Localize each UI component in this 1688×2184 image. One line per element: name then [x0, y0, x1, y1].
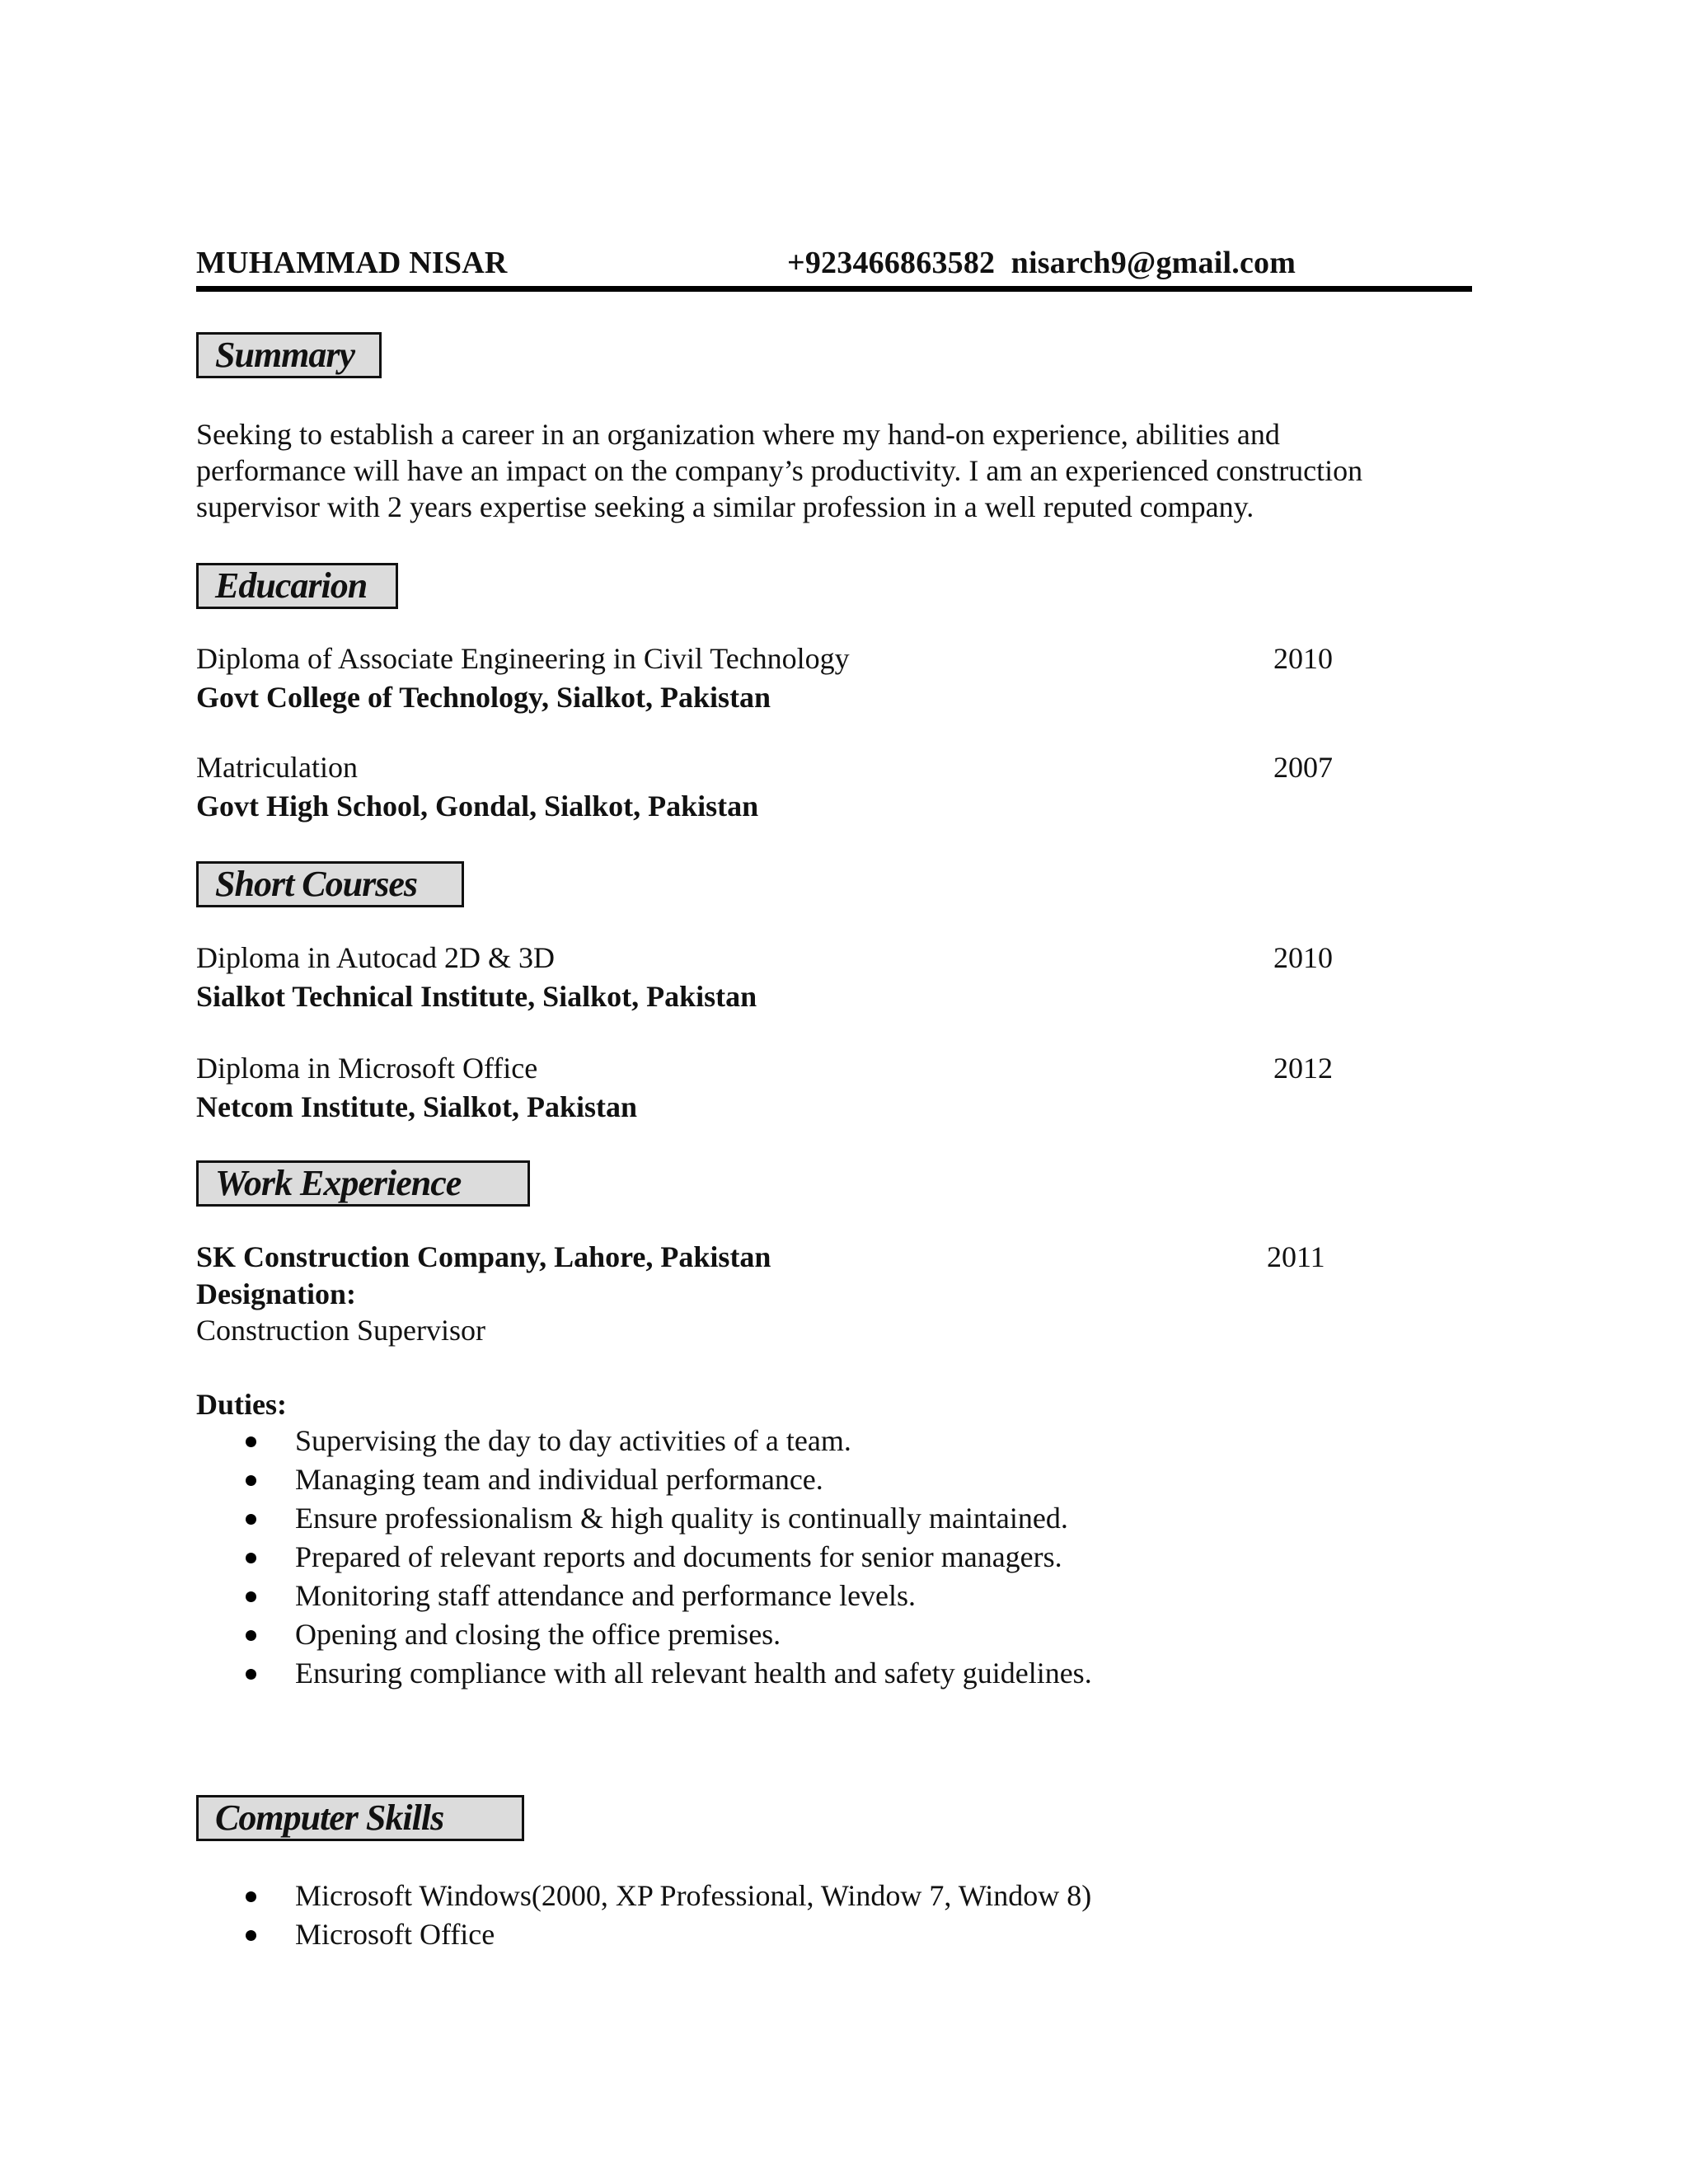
email-address: nisarch9@gmail.com	[1010, 246, 1296, 280]
bullet-icon	[246, 1930, 256, 1941]
section-heading-work-experience	[196, 1160, 530, 1207]
skills-list	[196, 1877, 1091, 1954]
course-year: 2010	[1273, 941, 1333, 974]
section-heading-computer-skills	[196, 1795, 524, 1841]
list-item: Ensure professionalism & high quality is continually maintained.	[196, 1499, 1092, 1538]
course-institute: Netcom Institute, Sialkot, Pakistan	[196, 1090, 638, 1123]
duties-label: Duties:	[196, 1388, 287, 1421]
summary-line: supervisor with 2 years expertise seeking a similar profession in a well reputed company.	[196, 490, 1254, 523]
summary-line: Seeking to establish a career in an organization where my hand-on experience, abilities and	[196, 418, 1280, 451]
course-institute: Sialkot Technical Institute, Sialkot, Pakistan	[196, 980, 757, 1013]
duties-list	[196, 1422, 1092, 1693]
education-year: 2007	[1273, 751, 1333, 784]
list-item: Microsoft Windows(2000, XP Professional, Window 7, Window 8)	[196, 1877, 1091, 1915]
section-title: Summary	[215, 335, 355, 375]
education-degree: Diploma of Associate Engineering in Civil Technology	[196, 642, 850, 675]
designation-label: Designation:	[196, 1277, 357, 1310]
summary-line: performance will have an impact on the company’s productivity. I am an experienced construction	[196, 454, 1363, 487]
education-degree: Matriculation	[196, 751, 358, 784]
bullet-icon	[246, 1669, 256, 1680]
list-item: Monitoring staff attendance and performance levels.	[196, 1577, 1092, 1615]
course-year: 2012	[1273, 1052, 1333, 1085]
education-year: 2010	[1273, 642, 1333, 675]
list-item: Managing team and individual performance.	[196, 1460, 1092, 1499]
bullet-icon	[246, 1891, 256, 1902]
bullet-icon	[246, 1591, 256, 1602]
contact-info	[787, 245, 1296, 281]
summary-text	[196, 416, 1449, 525]
header-rule	[196, 286, 1472, 292]
list-item: Prepared of relevant reports and documents for senior managers.	[196, 1538, 1092, 1577]
section-heading-short-courses	[196, 861, 464, 907]
list-item: Supervising the day to day activities of a team.	[196, 1422, 1092, 1460]
course-name: Diploma in Microsoft Office	[196, 1052, 538, 1085]
company-name: SK Construction Company, Lahore, Pakistan	[196, 1240, 771, 1273]
section-title: Educarion	[215, 565, 368, 606]
candidate-name: MUHAMMAD NISAR	[196, 246, 508, 280]
section-title: Short Courses	[215, 864, 418, 904]
education-institute: Govt College of Technology, Sialkot, Pakistan	[196, 681, 771, 714]
phone-number: +923466863582	[787, 246, 996, 280]
designation-value: Construction Supervisor	[196, 1314, 485, 1347]
section-title: Computer Skills	[215, 1797, 444, 1838]
bullet-icon	[246, 1514, 256, 1525]
bullet-icon	[246, 1630, 256, 1641]
section-heading-education	[196, 563, 398, 609]
work-year: 2011	[1267, 1240, 1325, 1273]
course-name: Diploma in Autocad 2D & 3D	[196, 941, 555, 974]
education-institute: Govt High School, Gondal, Sialkot, Pakistan	[196, 790, 759, 823]
list-item: Microsoft Office	[196, 1915, 1091, 1954]
list-item: Ensuring compliance with all relevant health and safety guidelines.	[196, 1654, 1092, 1693]
section-title: Work Experience	[215, 1163, 462, 1203]
list-item: Opening and closing the office premises.	[196, 1615, 1092, 1654]
bullet-icon	[246, 1436, 256, 1447]
bullet-icon	[246, 1475, 256, 1486]
section-heading-summary	[196, 332, 382, 378]
bullet-icon	[246, 1553, 256, 1563]
